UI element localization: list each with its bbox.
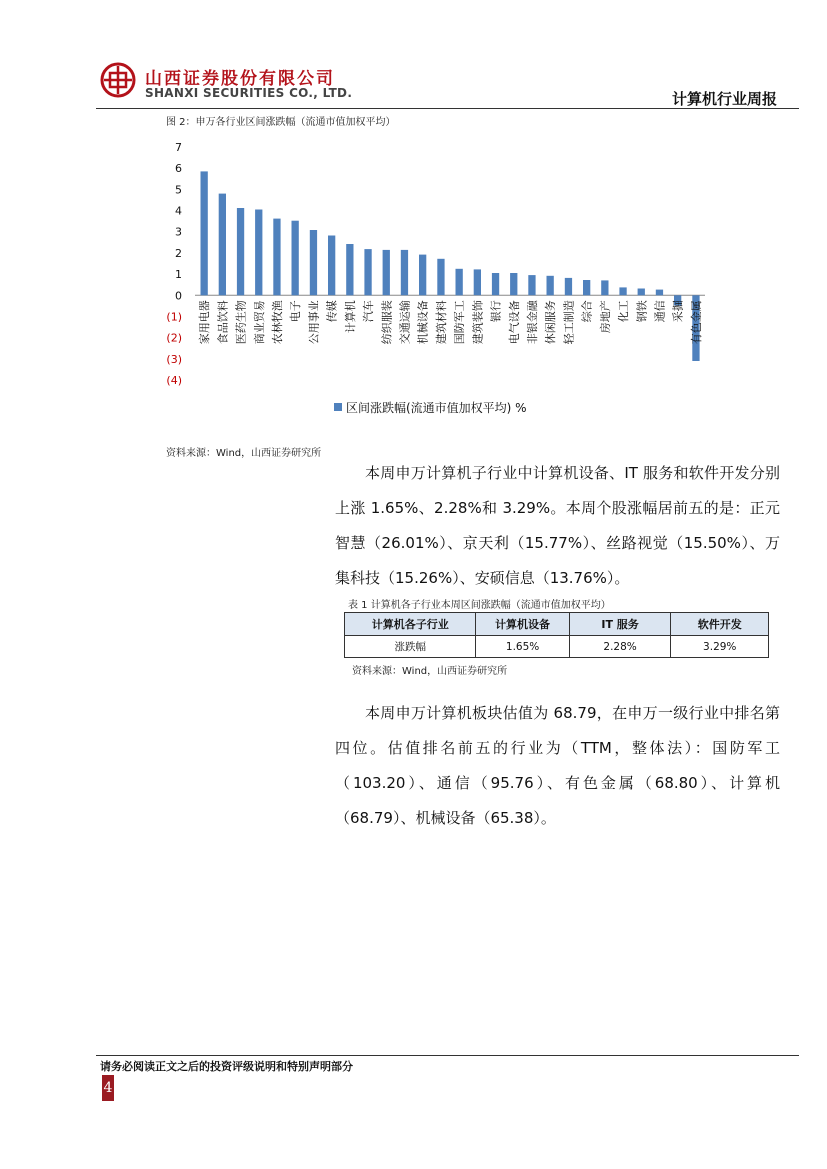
x-tick-label: 有色金属 <box>689 300 703 345</box>
table-caption: 表 1 计算机各子行业本周区间涨跌幅（流通市值加权平均） <box>348 600 611 611</box>
x-tick-label: 化工 <box>617 300 630 323</box>
y-tick-label: (4) <box>166 374 182 387</box>
y-tick-label: 1 <box>175 268 182 282</box>
bar-家用电器 <box>201 171 208 295</box>
x-tick-label: 计算机 <box>343 300 357 334</box>
x-tick-label: 纺织服装 <box>380 300 394 345</box>
x-tick-label: 汽车 <box>362 300 375 323</box>
page-number: 4 <box>102 1075 114 1101</box>
figure-caption: 图 2：申万各行业区间涨跌幅（流通市值加权平均） <box>166 117 396 128</box>
x-tick-label: 机械设备 <box>416 300 430 345</box>
bar-食品饮料 <box>219 194 226 296</box>
y-tick-label: (3) <box>166 352 182 366</box>
x-tick-label: 采掘 <box>671 300 685 323</box>
bar-电子 <box>292 221 299 296</box>
bar-纺织服装 <box>383 250 390 295</box>
x-tick-label: 轻工制造 <box>562 300 576 345</box>
bar-建筑装饰 <box>474 269 481 295</box>
y-tick-label: 5 <box>175 183 182 197</box>
paragraph-valuation <box>335 696 780 836</box>
x-tick-label: 建筑材料 <box>434 300 448 345</box>
bar-chart <box>0 0 827 440</box>
x-tick-label: 交通运输 <box>398 300 412 345</box>
y-tick-label: (1) <box>166 310 182 324</box>
x-tick-label: 医药生物 <box>234 300 248 345</box>
x-tick-label: 电气设备 <box>507 300 521 345</box>
x-tick-label: 传媒 <box>325 300 339 323</box>
x-tick-label: 农林牧渔 <box>271 300 284 345</box>
x-tick-label: 商业贸易 <box>252 300 266 345</box>
y-tick-label: 3 <box>175 225 182 239</box>
bar-非银金融 <box>528 275 535 295</box>
bar-农林牧渔 <box>273 219 280 296</box>
footer-divider <box>96 1055 799 1056</box>
x-tick-label: 电子 <box>289 300 303 323</box>
x-tick-label: 食品饮料 <box>216 300 230 345</box>
legend-swatch <box>334 403 342 411</box>
disclaimer-note: 请务必阅读正文之后的投资评级说明和特别声明部分 <box>100 1060 353 1073</box>
table-row-label: 涨跌幅 <box>345 636 476 658</box>
x-tick-label: 通信 <box>653 300 667 323</box>
chart-x-tick-labels <box>197 299 703 344</box>
paragraph-subindustry-performance <box>335 456 780 596</box>
x-tick-label: 钢铁 <box>635 300 649 323</box>
bar-交通运输 <box>401 250 408 295</box>
legend-label: 区间涨跌幅(流通市值加权平均) % <box>346 401 527 415</box>
bar-房地产 <box>601 280 608 295</box>
table-source: 资料来源：Wind，山西证券研究所 <box>352 666 508 677</box>
bar-传媒 <box>328 236 335 296</box>
table-header-cell: 计算机设备 <box>476 613 569 636</box>
bar-化工 <box>619 287 626 295</box>
bar-国防军工 <box>456 269 463 296</box>
bar-公用事业 <box>310 230 317 295</box>
bar-建筑材料 <box>437 259 444 295</box>
bar-汽车 <box>364 249 371 295</box>
paragraph-1-text: 本周申万计算机子行业中计算机设备、IT 服务和软件开发分别上涨 1.65%、2.28%和 3.29%。本周个股涨幅居前五的是：正元智慧（26.01%）、京天利（15.77%）、丝路视觉（15.50%）、万集科技（15.26%）、安硕信息（13.76%）。 <box>335 464 780 587</box>
bar-机械设备 <box>419 255 426 296</box>
x-tick-label: 银行 <box>489 300 503 323</box>
table-cell: 1.65% <box>476 636 569 658</box>
y-tick-label: 4 <box>175 204 182 218</box>
table-row <box>345 636 769 658</box>
x-tick-label: 休闲服务 <box>544 300 558 345</box>
bar-计算机 <box>346 244 353 295</box>
table-header-cell: 软件开发 <box>671 613 769 636</box>
figure-source: 资料来源：Wind，山西证券研究所 <box>166 448 322 459</box>
x-tick-label: 非银金融 <box>526 300 539 345</box>
table-header-cell: 计算机各子行业 <box>345 613 476 636</box>
x-tick-label: 综合 <box>580 300 594 323</box>
bar-银行 <box>492 273 499 295</box>
x-tick-label: 国防军工 <box>453 300 467 345</box>
x-tick-label: 家用电器 <box>198 300 212 345</box>
y-tick-label: 2 <box>175 246 182 260</box>
table-cell: 2.28% <box>569 636 671 658</box>
subindustry-table <box>344 612 769 658</box>
bar-通信 <box>656 290 663 296</box>
table-cell: 3.29% <box>671 636 769 658</box>
chart-legend <box>334 400 527 415</box>
bar-综合 <box>583 280 590 295</box>
bar-医药生物 <box>237 208 244 295</box>
x-tick-label: 房地产 <box>598 300 612 334</box>
bar-休闲服务 <box>547 276 554 296</box>
y-tick-label: 0 <box>175 289 182 303</box>
x-tick-label: 建筑装饰 <box>471 300 485 345</box>
chart-y-tick-labels <box>166 141 182 387</box>
bar-电气设备 <box>510 273 517 295</box>
y-tick-label: 7 <box>175 141 182 154</box>
company-name-cn: 山西证券股份有限公司 <box>145 69 335 89</box>
bar-轻工制造 <box>565 278 572 295</box>
x-tick-label: 公用事业 <box>307 300 321 345</box>
table-header-row <box>345 613 769 636</box>
table-header-cell: IT 服务 <box>569 613 671 636</box>
y-tick-label: 6 <box>175 162 182 176</box>
company-name-en: SHANXI SECURITIES CO., LTD. <box>145 86 353 100</box>
bar-商业贸易 <box>255 210 262 296</box>
report-title: 计算机行业周报 <box>671 90 777 108</box>
paragraph-2-text: 本周申万计算机板块估值为 68.79，在申万一级行业中排名第四位。估值排名前五的行业为（TTM，整体法）：国防军工（103.20）、通信（95.76）、有色金属（68.80）、计算机（68.79）、机械设备（65.38）。 <box>335 704 780 827</box>
y-tick-label: (2) <box>166 331 182 345</box>
bar-钢铁 <box>638 289 645 296</box>
